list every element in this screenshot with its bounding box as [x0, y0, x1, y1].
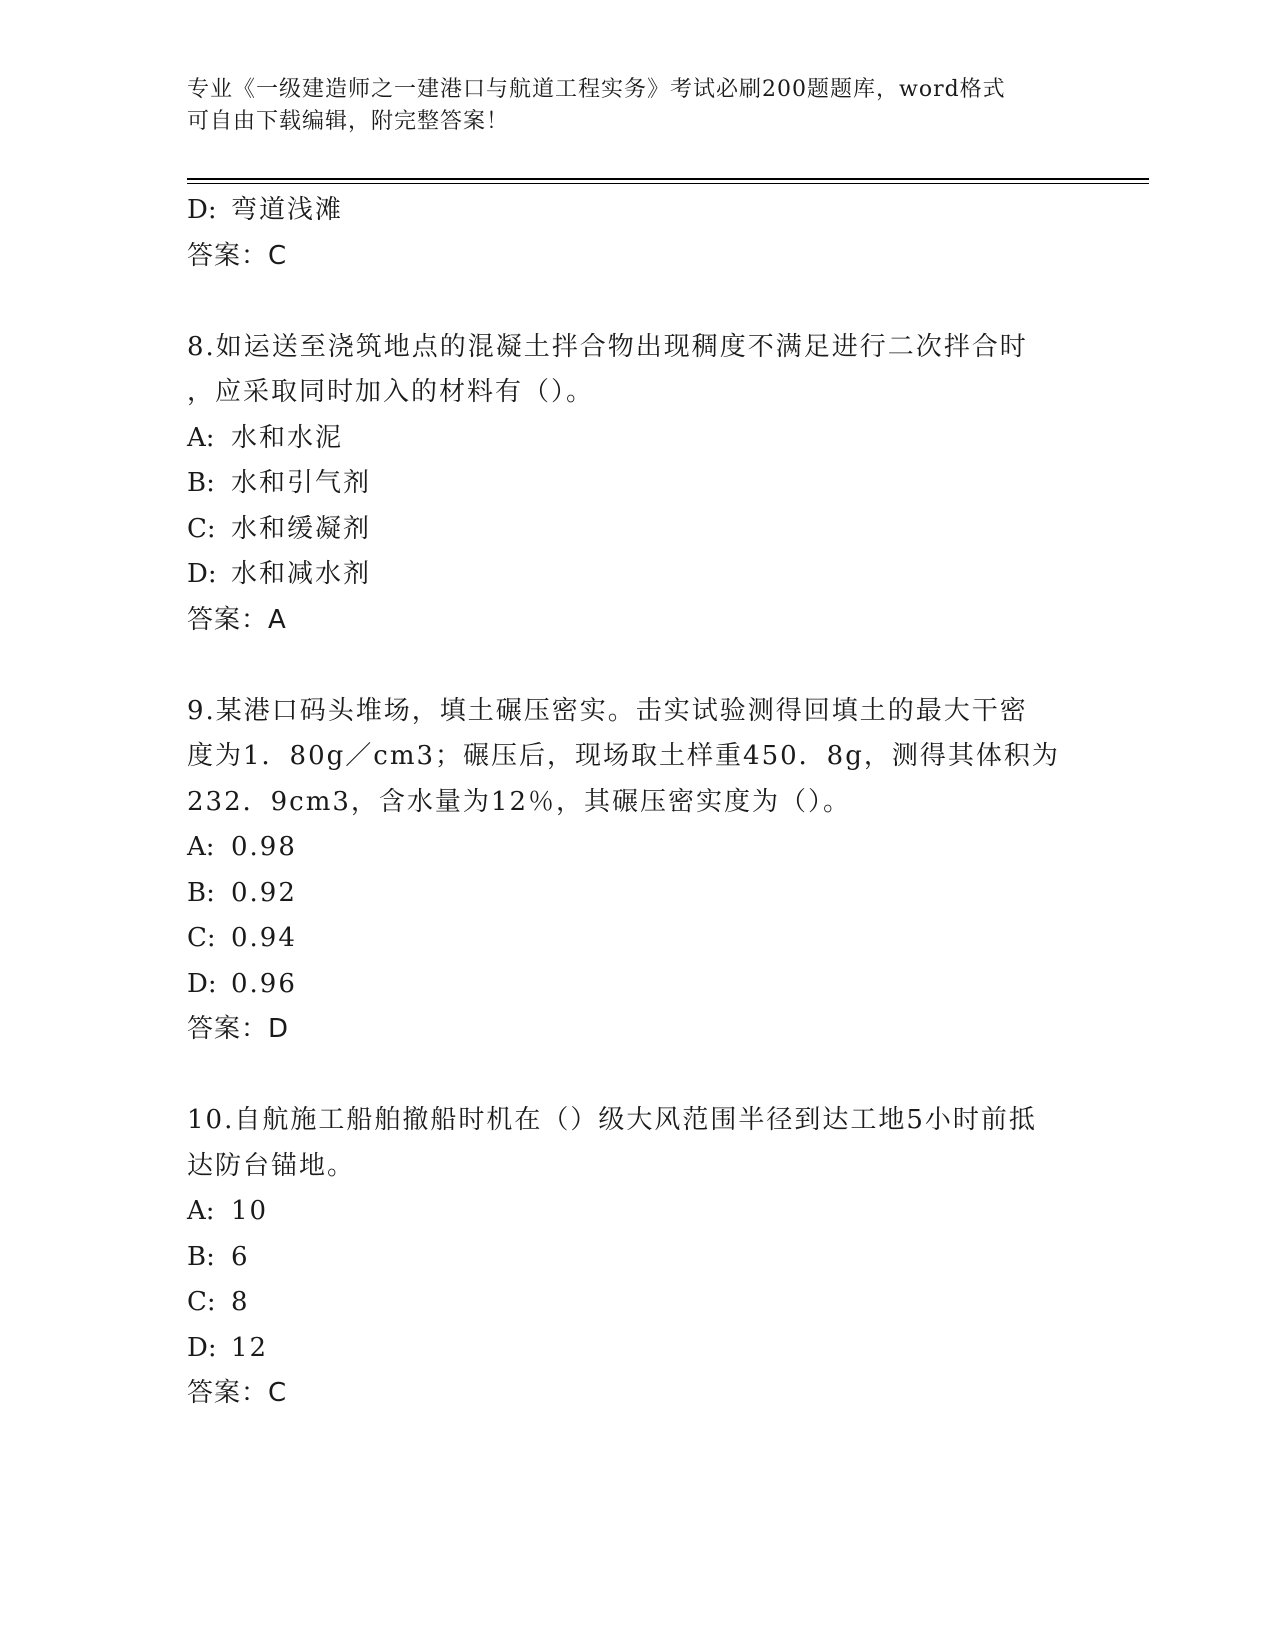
- q10-option-b: [187, 1235, 1087, 1281]
- q9-stem-line-2: 度为1．80g／cm3；碾压后，现场取土样重450．8g，测得其体积为: [187, 741, 1060, 771]
- q10-option-d: [187, 1326, 1087, 1372]
- spacer: [187, 1053, 1087, 1099]
- q8-option-c: [187, 507, 1087, 553]
- q7-option-d: [187, 188, 1087, 234]
- q10-stem-line-1: 10.自航施工船舶撤船时机在（）级大风范围半径到达工地5小时前抵: [187, 1105, 1037, 1135]
- q9-option-b: [187, 871, 1087, 917]
- q9-answer: 答案：D: [187, 1014, 290, 1044]
- option-key: B:: [187, 1241, 215, 1272]
- q10-answer: 答案：C: [187, 1378, 288, 1408]
- q9-stem-line-1: 9.某港口码头堆场，填土碾压密实。击实试验测得回填土的最大干密: [187, 695, 1028, 726]
- option-key: B:: [187, 468, 215, 498]
- option-key: D:: [187, 968, 217, 999]
- header-divider-thick: [187, 178, 1149, 180]
- q10-option-a: [187, 1189, 1087, 1235]
- option-key: D:: [187, 1332, 217, 1363]
- q10-stem-line-2: 达防台锚地。: [187, 1150, 356, 1181]
- q8-stem-line-1: 8.如运送至浇筑地点的混凝土拌合物出现稠度不满足进行二次拌合时: [187, 331, 1028, 362]
- document-header: [187, 74, 1067, 138]
- q8-option-a: [187, 416, 1087, 462]
- option-text: 0.98: [231, 832, 297, 862]
- option-text: 0.92: [231, 877, 297, 908]
- q7-answer: 答案：C: [187, 240, 288, 271]
- q9-stem-line-3: 232．9cm3，含水量为12％，其碾压密实度为（）。: [187, 786, 852, 817]
- q9-option-a: [187, 825, 1087, 871]
- option-text: 0.94: [231, 923, 297, 953]
- q9-option-c: [187, 916, 1087, 962]
- spacer: [187, 643, 1087, 689]
- option-text: 水和水泥: [231, 422, 344, 453]
- q8-answer: 答案：A: [187, 604, 287, 635]
- header-divider-thin: [187, 183, 1149, 184]
- q8-option-d: [187, 552, 1087, 598]
- option-text: 水和减水剂: [231, 559, 372, 589]
- q8-stem-line-2: ，应采取同时加入的材料有（）。: [187, 377, 595, 407]
- option-key: C:: [187, 513, 216, 544]
- header-title-line-1: 专业《一级建造师之一建港口与航道工程实务》考试必刷200题题库，word格式: [187, 77, 1006, 102]
- spacer: [187, 279, 1087, 325]
- question-list: [187, 188, 1087, 1417]
- option-text: 10: [231, 1196, 269, 1226]
- option-text: 弯道浅滩: [231, 195, 344, 225]
- q9-option-d: [187, 962, 1087, 1008]
- option-key: A:: [187, 1196, 215, 1226]
- option-text: 0.96: [231, 968, 297, 999]
- q8-option-b: [187, 461, 1087, 507]
- option-text: 8: [231, 1287, 250, 1317]
- option-text: 水和引气剂: [231, 468, 372, 498]
- option-key: D:: [187, 195, 217, 225]
- option-key: A:: [187, 422, 215, 453]
- option-key: B:: [187, 877, 215, 908]
- q10-option-c: [187, 1280, 1087, 1326]
- option-text: 6: [231, 1241, 250, 1272]
- option-key: A:: [187, 832, 215, 862]
- option-key: C:: [187, 1287, 216, 1317]
- header-title-line-2: 可自由下载编辑，附完整答案！: [187, 109, 510, 134]
- option-text: 12: [231, 1332, 269, 1363]
- option-key: C:: [187, 923, 216, 953]
- option-key: D:: [187, 559, 217, 589]
- option-text: 水和缓凝剂: [231, 513, 372, 544]
